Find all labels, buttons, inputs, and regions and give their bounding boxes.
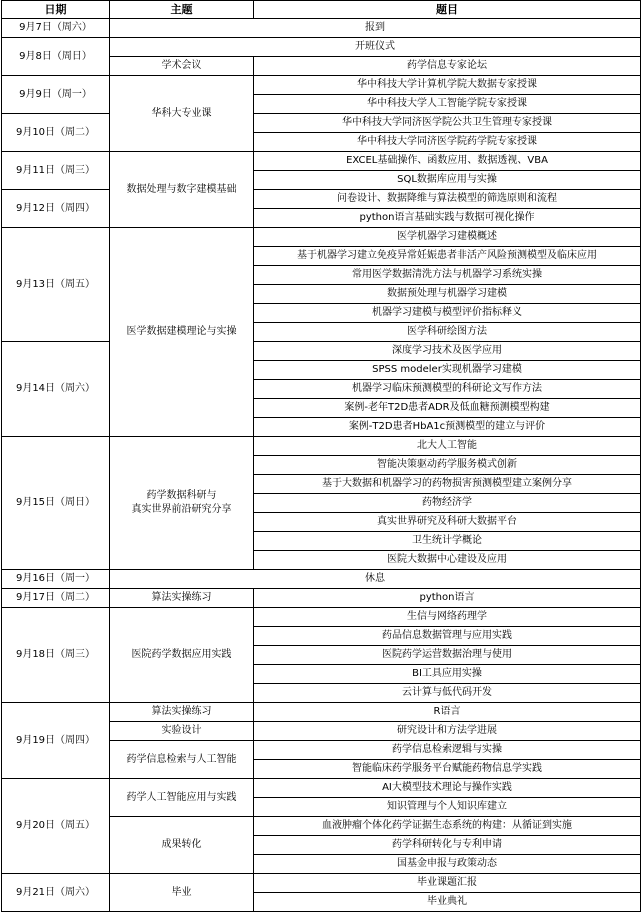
table-row (2, 342, 641, 361)
topic-cell: 华中科技大学计算机学院大数据专家授课 (254, 76, 641, 95)
topic-cell: 华中科技大学同济医学院公共卫生管理专家授课 (254, 114, 641, 133)
date-cell: 9月20日（周五） (2, 779, 110, 874)
topic-cell: 数据预处理与机器学习建模 (254, 285, 641, 304)
topic-cell: SQL数据库应用与实操 (254, 171, 641, 190)
topic-cell: 基于机器学习建立免疫异常妊娠患者非活产风险预测模型及临床应用 (254, 247, 641, 266)
topic-cell: 案例-T2D患者HbA1c预测模型的建立与评价 (254, 418, 641, 437)
topic-cell: 深度学习技术及医学应用 (254, 342, 641, 361)
topic-cell: 药学信息专家论坛 (254, 57, 641, 76)
table-row (2, 703, 641, 722)
topic-cell: 毕业课题汇报 (254, 874, 641, 893)
date-cell: 9月13日（周五） (2, 228, 110, 342)
date-cell: 9月16日（周一） (2, 570, 110, 589)
topic-cell: 报到 (110, 19, 641, 38)
date-cell: 9月8日（周日） (2, 38, 110, 76)
theme-cell: 药学信息检索与人工智能 (110, 741, 254, 779)
topic-cell: 机器学习临床预测模型的科研论文写作方法 (254, 380, 641, 399)
topic-cell: 华中科技大学同济医学院药学院专家授课 (254, 133, 641, 152)
topic-cell: 开班仪式 (110, 38, 641, 57)
date-cell: 9月11日（周三） (2, 152, 110, 190)
date-cell: 9月9日（周一） (2, 76, 110, 114)
topic-cell: 智能临床药学服务平台赋能药物信息学实践 (254, 760, 641, 779)
topic-cell: 研究设计和方法学进展 (254, 722, 641, 741)
topic-cell: 卫生统计学概论 (254, 532, 641, 551)
topic-cell: 常用医学数据清洗方法与机器学习系统实操 (254, 266, 641, 285)
topic-cell: 医学科研绘图方法 (254, 323, 641, 342)
table-row (2, 228, 641, 247)
topic-cell: 国基金申报与政策动态 (254, 855, 641, 874)
topic-cell: 云计算与低代码开发 (254, 684, 641, 703)
topic-cell: python语言 (254, 589, 641, 608)
topic-cell: 药学科研转化与专利申请 (254, 836, 641, 855)
theme-cell (110, 437, 254, 570)
table-row (2, 76, 641, 95)
topic-cell: SPSS modeler实现机器学习建模 (254, 361, 641, 380)
topic-cell: 血液肿瘤个体化药学证据生态系统的构建：从循证到实施 (254, 817, 641, 836)
topic-cell: 真实世界研究及科研大数据平台 (254, 513, 641, 532)
theme-cell: 医院药学数据应用实践 (110, 608, 254, 703)
topic-cell: 药学信息检索逻辑与实操 (254, 741, 641, 760)
table-row (2, 190, 641, 209)
date-cell: 9月15日（周日） (2, 437, 110, 570)
theme-cell: 算法实操练习 (110, 589, 254, 608)
table-row (2, 570, 641, 589)
header-date: 日期 (2, 1, 110, 19)
date-cell: 9月18日（周三） (2, 608, 110, 703)
table-row (2, 608, 641, 627)
topic-cell: 知识管理与个人知识库建立 (254, 798, 641, 817)
date-cell: 9月7日（周六） (2, 19, 110, 38)
date-cell: 9月17日（周二） (2, 589, 110, 608)
topic-cell: 基于大数据和机器学习的药物损害预测模型建立案例分享 (254, 475, 641, 494)
theme-cell: 实验设计 (110, 722, 254, 741)
date-cell: 9月14日（周六） (2, 342, 110, 437)
date-cell: 9月21日（周六） (2, 874, 110, 912)
topic-cell: 药品信息数据管理与应用实践 (254, 627, 641, 646)
date-cell: 9月10日（周二） (2, 114, 110, 152)
topic-cell: 案例-老年T2D患者ADR及低血糖预测模型构建 (254, 399, 641, 418)
table-row (2, 38, 641, 57)
table-row (2, 589, 641, 608)
topic-cell: 北大人工智能 (254, 437, 641, 456)
topic-cell: 医院大数据中心建设及应用 (254, 551, 641, 570)
theme-cell: 医学数据建模理论与实操 (110, 228, 254, 437)
theme-cell: 算法实操练习 (110, 703, 254, 722)
schedule-table (1, 0, 641, 912)
topic-cell: 休息 (110, 570, 641, 589)
header-topic: 题目 (254, 1, 641, 19)
topic-cell: 问卷设计、数据降维与算法模型的筛选原则和流程 (254, 190, 641, 209)
topic-cell: 华中科技大学人工智能学院专家授课 (254, 95, 641, 114)
topic-cell: 医院药学运营数据治理与使用 (254, 646, 641, 665)
theme-cell: 华科大专业课 (110, 76, 254, 152)
table-row (2, 874, 641, 893)
table-row (2, 437, 641, 456)
topic-cell: 药物经济学 (254, 494, 641, 513)
date-cell: 9月12日（周四） (2, 190, 110, 228)
theme-cell: 药学人工智能应用与实践 (110, 779, 254, 817)
topic-cell: 智能决策驱动药学服务模式创新 (254, 456, 641, 475)
theme-cell: 数据处理与数字建模基础 (110, 152, 254, 228)
table-row (2, 19, 641, 38)
table-row (2, 779, 641, 798)
theme-cell: 学术会议 (110, 57, 254, 76)
header-theme: 主题 (110, 1, 254, 19)
topic-cell: python语言基础实践与数据可视化操作 (254, 209, 641, 228)
theme-line: 药学数据科研与 (146, 490, 217, 501)
topic-cell: R语言 (254, 703, 641, 722)
theme-cell: 成果转化 (110, 817, 254, 874)
date-cell: 9月19日（周四） (2, 703, 110, 779)
topic-cell: BI工具应用实操 (254, 665, 641, 684)
theme-line: 真实世界前沿研究分享 (131, 504, 232, 515)
topic-cell: EXCEL基础操作、函数应用、数据透视、VBA (254, 152, 641, 171)
header-row (2, 1, 641, 19)
topic-cell: 生信与网络药理学 (254, 608, 641, 627)
topic-cell: 毕业典礼 (254, 893, 641, 912)
topic-cell: 机器学习建模与模型评价指标释义 (254, 304, 641, 323)
theme-cell: 毕业 (110, 874, 254, 912)
table-row (2, 152, 641, 171)
topic-cell: AI大模型技术理论与操作实践 (254, 779, 641, 798)
topic-cell: 医学机器学习建模概述 (254, 228, 641, 247)
table-row (2, 114, 641, 133)
